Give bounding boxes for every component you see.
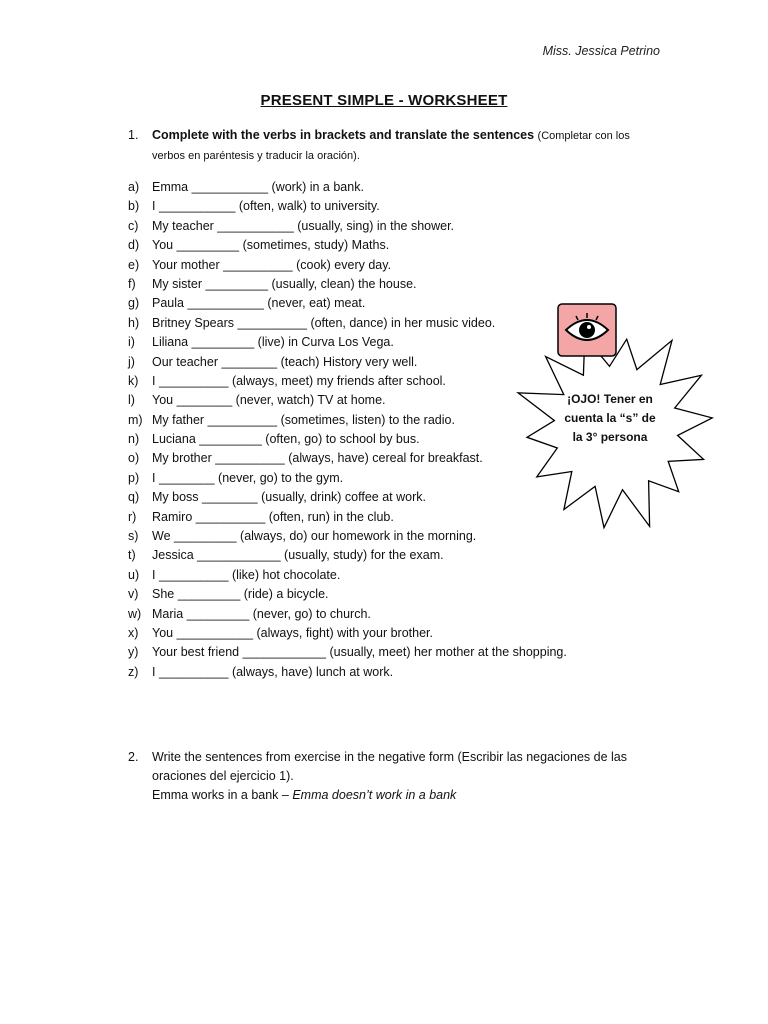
question-1-note: (Completar con los verbos en paréntesis y traducir la oración).	[152, 130, 630, 162]
exercise-sentence: We _________ (always, do) our homework in the morning.	[152, 529, 477, 544]
exercise-item	[128, 275, 567, 294]
exercise-item	[128, 178, 567, 197]
exercise-sentence: You ________ (never, watch) TV at home.	[152, 393, 386, 408]
example-prefix: Emma works in a bank –	[152, 788, 293, 802]
exercise-letter: p)	[128, 470, 140, 485]
exercise-item	[128, 217, 567, 236]
exercise-item	[128, 605, 567, 624]
exercise-sentence: I __________ (always, meet) my friends after school.	[152, 373, 446, 388]
author-name: Miss. Jessica Petrino	[542, 44, 660, 58]
callout-line-3: la 3° persona	[572, 430, 648, 444]
example-answer: Emma doesn’t work in a bank	[292, 788, 457, 802]
question-2	[128, 748, 648, 805]
question-1	[128, 126, 648, 166]
exercise-letter: b)	[128, 199, 140, 214]
exercise-item	[128, 663, 567, 682]
exercise-item	[128, 256, 567, 275]
exercise-item	[128, 566, 567, 585]
exercise-sentence: Your mother __________ (cook) every day.	[152, 257, 392, 272]
exercise-sentence: I ________ (never, go) to the gym.	[152, 470, 344, 485]
worksheet-title: PRESENT SIMPLE - WORKSHEET	[260, 92, 508, 109]
question-2-example	[152, 786, 648, 805]
exercise-sentence: You ___________ (always, fight) with your brother.	[152, 625, 433, 640]
exercise-item	[128, 197, 567, 216]
exercise-sentence: Luciana _________ (often, go) to school by bus.	[152, 432, 420, 447]
question-1-number: 1.	[128, 128, 139, 142]
exercise-sentence: Paula ___________ (never, eat) meat.	[152, 296, 366, 311]
question-1-text	[152, 126, 648, 166]
exercise-sentence: You _________ (sometimes, study) Maths.	[152, 238, 390, 253]
callout-line-1: ¡OJO! Tener en	[567, 392, 653, 406]
exercise-letter: m)	[128, 412, 143, 427]
exercise-sentence: My father __________ (sometimes, listen) to the radio.	[152, 412, 455, 427]
exercise-letter: d)	[128, 238, 140, 253]
exercise-letter: n)	[128, 432, 140, 447]
question-2-number: 2.	[128, 750, 139, 764]
exercise-letter: w)	[128, 606, 142, 621]
callout-line-2: cuenta la “s” de	[564, 411, 656, 425]
exercise-sentence: Our teacher ________ (teach) History very well.	[152, 354, 418, 369]
exercise-sentence: I ___________ (often, walk) to university.	[152, 199, 380, 214]
exercise-sentence: Your best friend ____________ (usually, meet) her mother at the shopping.	[152, 645, 567, 660]
exercise-letter: i)	[128, 335, 135, 350]
question-2-text: Write the sentences from exercise in the negative form (Escribir las negaciones de las oraciones del ejercicio 1).	[152, 750, 627, 783]
exercise-letter: c)	[128, 218, 139, 233]
exercise-sentence: She _________ (ride) a bicycle.	[152, 587, 329, 602]
exercise-letter: y)	[128, 645, 139, 660]
exercise-sentence: I __________ (always, have) lunch at work.	[152, 664, 394, 679]
exercise-letter: s)	[128, 529, 139, 544]
eye-icon	[558, 304, 616, 356]
exercise-sentence: My boss ________ (usually, drink) coffee at work.	[152, 490, 426, 505]
exercise-letter: j)	[128, 354, 135, 369]
exercise-letter: f)	[128, 276, 136, 291]
exercise-letter: h)	[128, 315, 140, 330]
exercise-item	[128, 624, 567, 643]
exercise-letter: r)	[128, 509, 137, 524]
exercise-letter: x)	[128, 625, 139, 640]
exercise-item	[128, 236, 567, 255]
exercise-sentence: Jessica ____________ (usually, study) for the exam.	[152, 548, 444, 563]
exercise-sentence: Britney Spears __________ (often, dance) in her music video.	[152, 315, 496, 330]
exercise-item	[128, 643, 567, 662]
exercise-sentence: Emma ___________ (work) in a bank.	[152, 180, 364, 194]
question-1-instruction: Complete with the verbs in brackets and translate the sentences	[152, 128, 535, 142]
exercise-letter: z)	[128, 664, 139, 679]
exercise-sentence: Liliana _________ (live) in Curva Los Vega.	[152, 335, 394, 350]
exercise-letter: v)	[128, 587, 139, 602]
exercise-letter: a)	[128, 180, 140, 194]
exercise-sentence: My sister _________ (usually, clean) the house.	[152, 276, 417, 291]
exercise-letter: t)	[128, 548, 136, 563]
exercise-letter: e)	[128, 257, 140, 272]
exercise-letter: k)	[128, 373, 139, 388]
exercise-item	[128, 585, 567, 604]
exercise-letter: l)	[128, 393, 135, 408]
exercise-letter: q)	[128, 490, 140, 505]
exercise-letter: g)	[128, 296, 140, 311]
exercise-letter: u)	[128, 567, 140, 582]
exercise-sentence: Maria _________ (never, go) to church.	[152, 606, 371, 621]
exercise-sentence: Ramiro __________ (often, run) in the club.	[152, 509, 394, 524]
exercise-item	[128, 546, 567, 565]
callout-text	[560, 390, 660, 447]
exercise-sentence: My teacher ___________ (usually, sing) in the shower.	[152, 218, 455, 233]
exercise-sentence: I __________ (like) hot chocolate.	[152, 567, 341, 582]
exercise-letter: o)	[128, 451, 140, 466]
exercise-sentence: My brother __________ (always, have) cereal for breakfast.	[152, 451, 483, 466]
